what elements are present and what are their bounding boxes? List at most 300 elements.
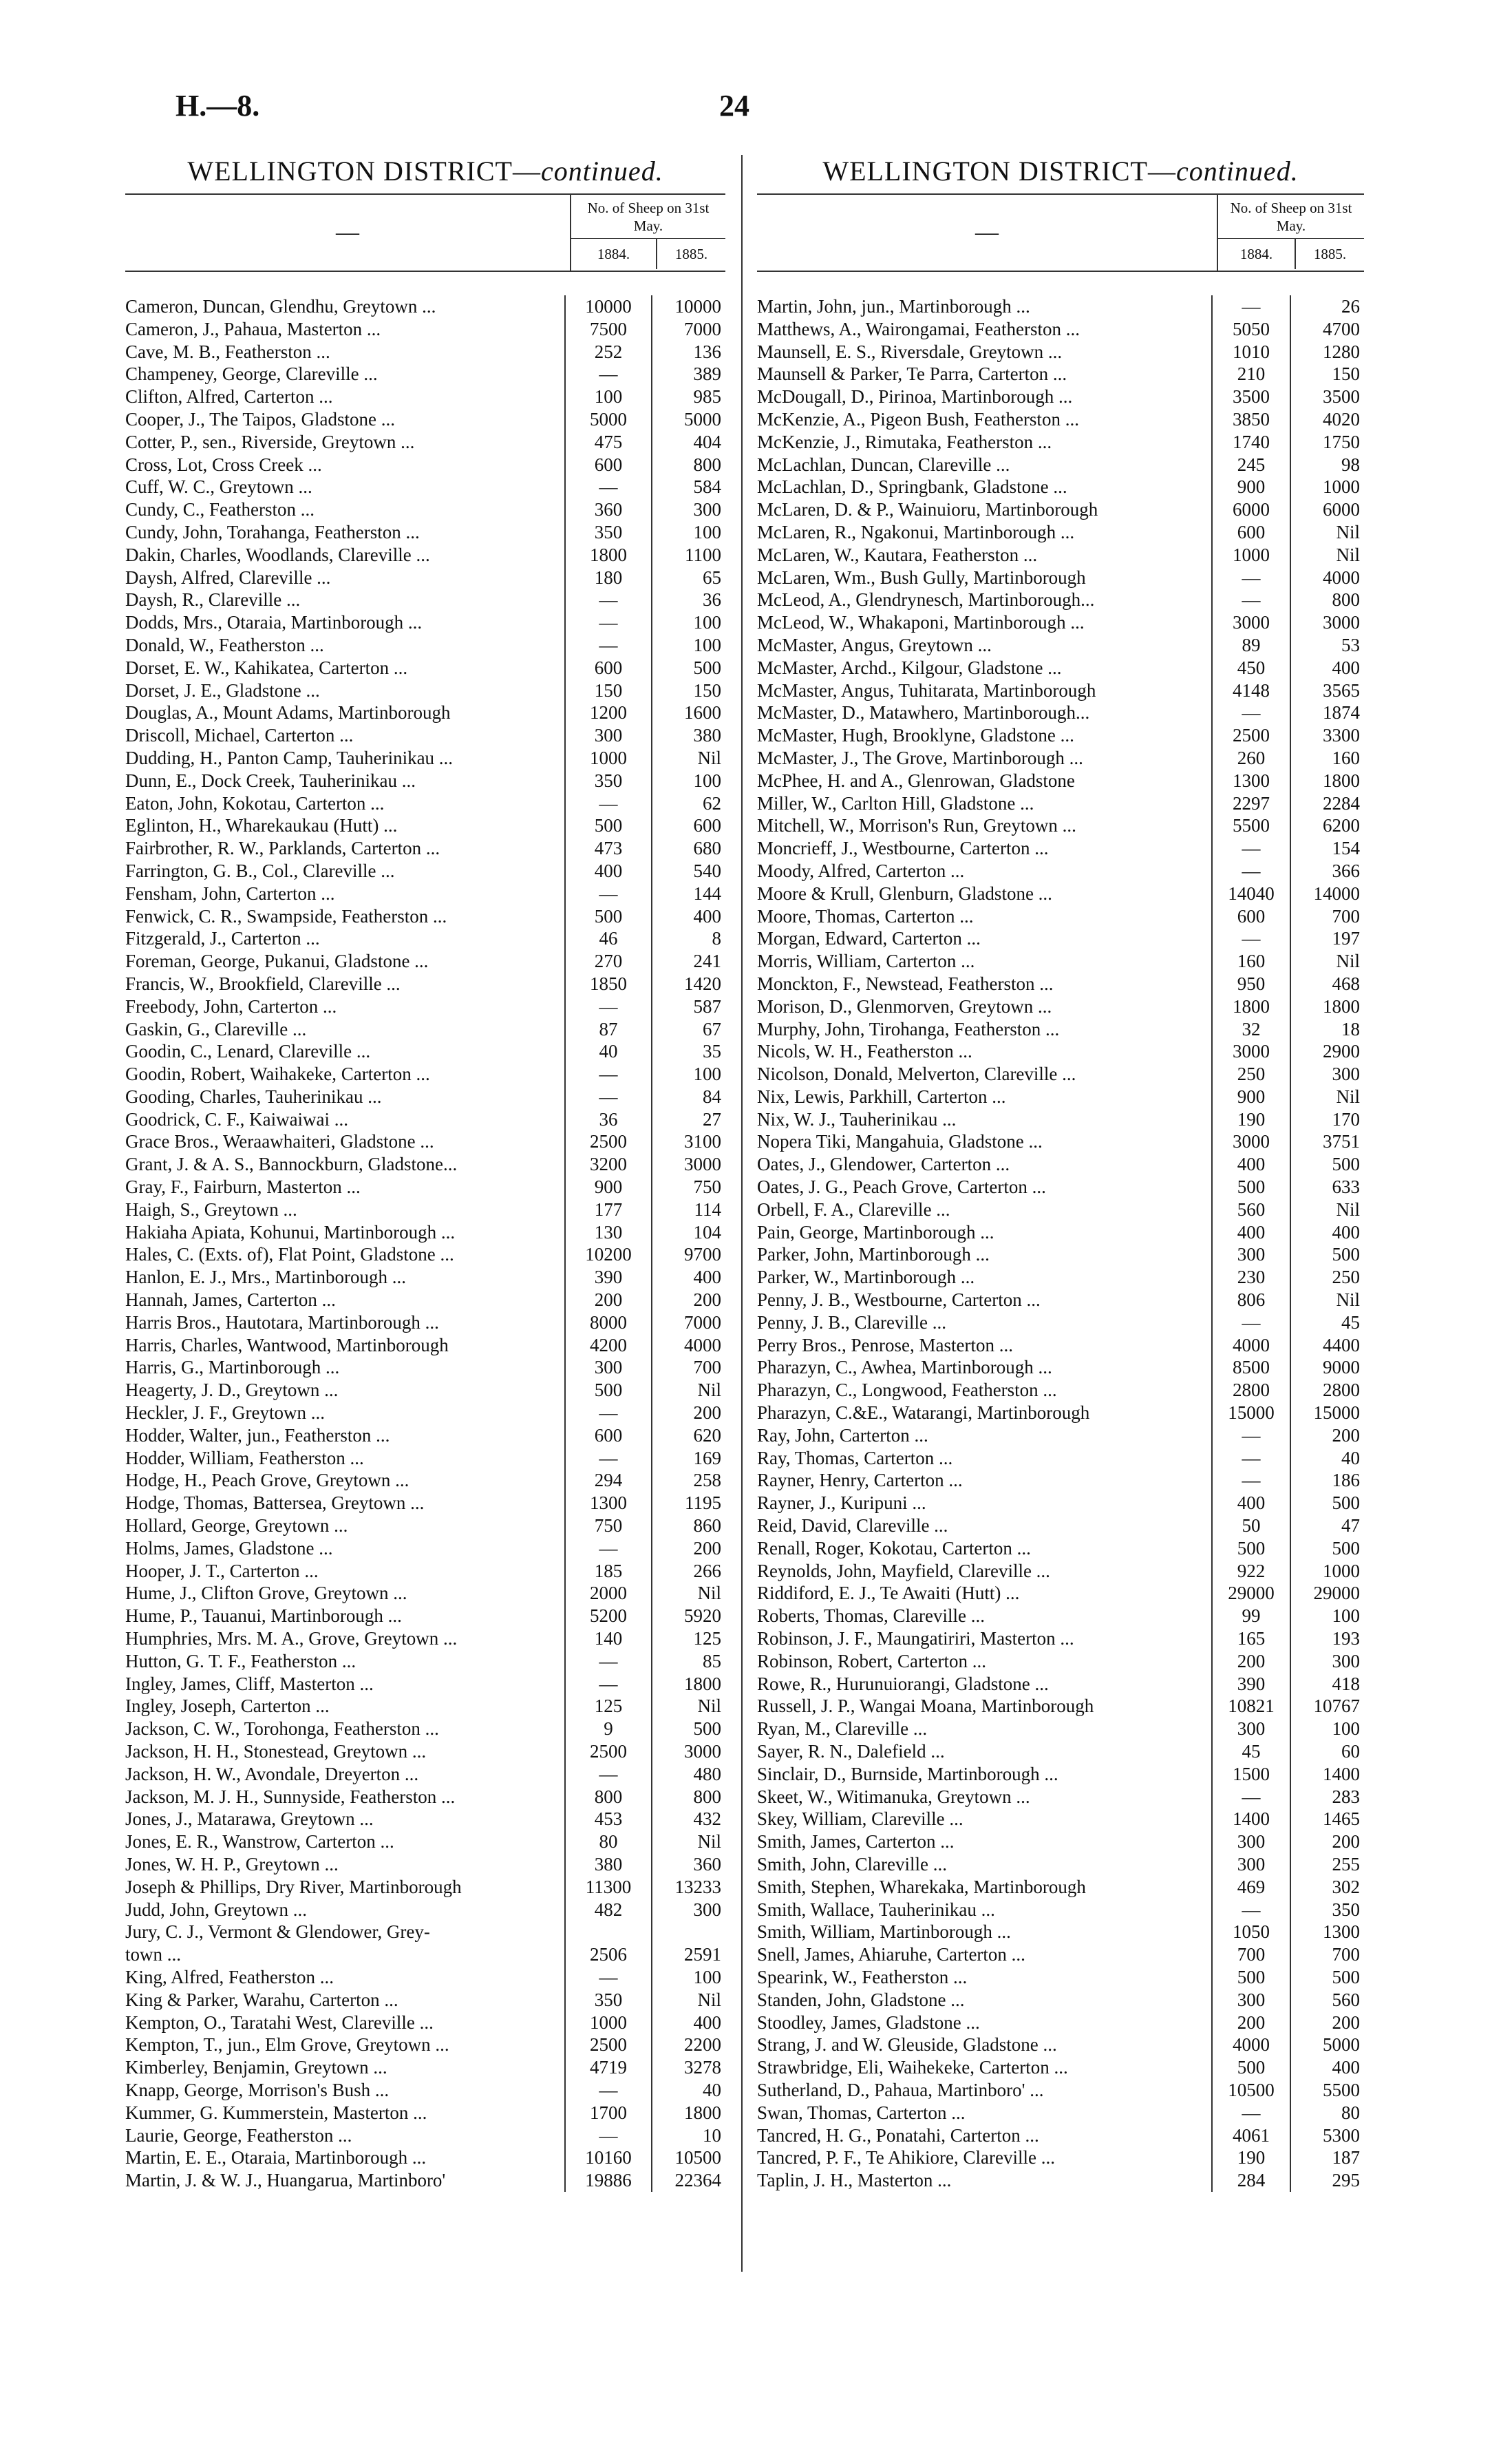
owner-name: Farrington, G. B., Col., Clareville ... [125,860,395,881]
table-row [757,905,1364,928]
sheep-1885: 47 [1290,1514,1364,1537]
sheep-1884: 500 [1211,1966,1290,1989]
sheep-1884: 400 [1211,1153,1290,1176]
table-header [125,195,725,272]
table-row [757,2034,1364,2056]
sheep-1884: 475 [564,431,651,454]
owner-name: Taplin, J. H., Masterton ... [757,2170,952,2191]
table-row [757,611,1364,634]
sheep-1885: 500 [1290,1537,1364,1560]
sheep-1885: 300 [1290,1650,1364,1673]
sheep-1884: 200 [1211,1650,1290,1673]
table-row [125,634,725,657]
sheep-1885: 2591 [651,1943,725,1966]
table-row [125,837,725,860]
owner-name: McMaster, Archd., Kilgour, Gladstone ... [757,657,1062,678]
owner-name: Parker, John, Martinborough ... [757,1244,990,1265]
sheep-1885: 2284 [1290,792,1364,815]
owner-name: Jackson, C. W., Torohonga, Featherston ... [125,1718,439,1740]
sheep-1884: 350 [564,1989,651,2012]
table-row [757,1176,1364,1199]
sheep-1885: 84 [651,1086,725,1108]
table-row [757,2056,1364,2079]
sheep-1885: Nil [1290,521,1364,544]
table-row [125,1040,725,1063]
owner-name: Dodds, Mrs., Otaraia, Martinborough ... [125,612,423,633]
table-row [757,1424,1364,1447]
sheep-1885: 400 [1290,657,1364,679]
owner-name: Hodder, William, Featherston ... [125,1447,364,1468]
table-row [757,1130,1364,1153]
table-row [757,1695,1364,1718]
table-row [125,386,725,408]
sheep-1884: — [1211,927,1290,950]
owner-name: Ray, Thomas, Carterton ... [757,1447,953,1468]
owner-name: Jackson, H. H., Stonestead, Greytown ... [125,1741,427,1762]
owner-name: Parker, W., Martinborough ... [757,1267,975,1288]
table-row [125,1153,725,1176]
owner-name: Cundy, C., Featherston ... [125,499,315,520]
sheep-1884: 230 [1211,1266,1290,1289]
sheep-1884: 1740 [1211,431,1290,454]
owner-name: Pharazyn, C., Longwood, Featherston ... [757,1380,1057,1401]
sheep-1884: 177 [564,1199,651,1221]
sheep-1884: 400 [1211,1492,1290,1514]
sheep-1884: 500 [564,1379,651,1402]
table-row [125,1243,725,1266]
sheep-1884: 482 [564,1899,651,1921]
sheep-1884: — [1211,701,1290,724]
owner-name: Gray, F., Fairburn, Masterton ... [125,1176,361,1198]
sheep-1885: Nil [651,1582,725,1605]
table-row [125,1086,725,1108]
sheep-1884: — [564,1447,651,1470]
owner-name: Jury, C. J., Vermont & Glendower, Grey- [125,1921,430,1943]
owner-name: Nix, Lewis, Parkhill, Carterton ... [757,1086,1006,1107]
sheep-1884: 130 [564,1221,651,1244]
sheep-1884: 4061 [1211,2124,1290,2147]
sheep-1885: 53 [1290,634,1364,657]
table-row [757,1582,1364,1605]
owner-name: Donald, W., Featherston ... [125,634,324,655]
sheep-1885: 400 [651,2012,725,2034]
owner-name: Nicols, W. H., Featherston ... [757,1041,972,1062]
sheep-count-header: No. of Sheep on 31st May. [1218,195,1364,239]
sheep-1885: 1280 [1290,341,1364,363]
sheep-1885: 800 [651,1786,725,1808]
sheep-1884: 7500 [564,318,651,341]
sheep-1885: 187 [1290,2146,1364,2169]
owner-name: Harris, Charles, Wantwood, Martinborough [125,1334,449,1355]
sheep-1884: 950 [1211,973,1290,995]
sheep-1884: 99 [1211,1605,1290,1627]
owner-name: Nicolson, Donald, Melverton, Clareville ... [757,1064,1076,1085]
owner-name: Morgan, Edward, Carterton ... [757,928,981,949]
table-row [757,295,1364,318]
table-row [125,814,725,837]
table-row [125,950,725,973]
table-row [125,792,725,815]
owner-name: Jones, E. R., Wanstrow, Carterton ... [125,1831,394,1852]
owner-name: Tancred, P. F., Te Ahikiore, Clareville ... [757,2147,1055,2168]
owner-name: Harris, G., Martinborough ... [125,1357,340,1378]
sheep-1884: 5050 [1211,318,1290,341]
sheep-1884: 4719 [564,2056,651,2079]
table-row [125,408,725,431]
sheep-1885: 6200 [1290,814,1364,837]
sheep-1885: 150 [651,679,725,702]
owner-name: Strang, J. and W. Gleuside, Gladstone ... [757,2034,1057,2056]
sheep-1884: — [564,589,651,611]
owner-name: Hales, C. (Exts. of), Flat Point, Gladstone ... [125,1244,454,1265]
table-row [125,611,725,634]
sheep-1885 [651,1921,725,1943]
owner-name: Sinclair, D., Burnside, Martinborough ... [757,1763,1058,1784]
owner-name: Smith, John, Clareville ... [757,1853,947,1875]
sheep-1885: 18 [1290,1018,1364,1041]
table-row [757,1289,1364,1311]
owner-name: McLaren, W., Kautara, Featherston ... [757,544,1038,565]
sheep-1885: 600 [651,814,725,837]
sheep-1884: 80 [564,1830,651,1853]
table-row [757,1673,1364,1696]
owner-name: Robinson, Robert, Carterton ... [757,1650,986,1671]
sheep-1885: 35 [651,1040,725,1063]
sheep-1884: 300 [564,1356,651,1379]
sheep-1884: 1000 [1211,544,1290,567]
sheep-1884: 500 [1211,1176,1290,1199]
sheep-1885: 1600 [651,701,725,724]
sheep-1884: 1300 [1211,770,1290,792]
sheep-1884: 5000 [564,408,651,431]
owner-name: Reynolds, John, Mayfield, Clareville ... [757,1560,1050,1581]
year-1884-header: 1884. [1218,239,1296,269]
sheep-1884: 2506 [564,1943,651,1966]
owner-name: Knapp, George, Morrison's Bush ... [125,2079,390,2100]
owner-name: McLaren, D. & P., Wainuioru, Martinborough [757,499,1098,520]
table-row [125,1108,725,1131]
sheep-1884: 473 [564,837,651,860]
owner-name: Cameron, J., Pahaua, Masterton ... [125,318,381,339]
table-row [125,2012,725,2034]
sheep-1885: 620 [651,1424,725,1447]
table-row [757,2124,1364,2147]
table-row [125,2034,725,2056]
sheep-1885: 200 [1290,2012,1364,2034]
sheep-1885: 200 [651,1402,725,1424]
table-row [757,860,1364,883]
sheep-1884: — [564,1763,651,1786]
owner-name: Smith, Wallace, Tauherinikau ... [757,1899,995,1920]
sheep-1885: 200 [651,1289,725,1311]
sheep-1884: 19886 [564,2169,651,2192]
table-row [757,318,1364,341]
sheep-1885: 27 [651,1108,725,1131]
table-row [125,1469,725,1492]
sheep-1885: 29000 [1290,1582,1364,1605]
sheep-1885: 9000 [1290,1356,1364,1379]
table-row [125,1943,725,1966]
sheep-1884: — [1211,1469,1290,1492]
sheep-1884: — [564,1402,651,1424]
sheep-1884: 185 [564,1560,651,1583]
sheep-1884: 10200 [564,1243,651,1266]
sheep-1885: Nil [1290,1199,1364,1221]
sheep-1884: 360 [564,498,651,521]
table-row [125,2079,725,2102]
year-1884-header: 1884. [571,239,657,269]
sheep-1884: 2500 [564,1740,651,1763]
owner-name: Standen, John, Gladstone ... [757,1989,965,2010]
table-body [757,272,1364,2192]
sheep-1884: 10821 [1211,1695,1290,1718]
owner-name: Strawbridge, Eli, Waihekeke, Carterton ... [757,2057,1068,2078]
sheep-1885: 193 [1290,1627,1364,1650]
sheep-1885: 150 [1290,363,1364,386]
table-row [757,1243,1364,1266]
sheep-1884: 3200 [564,1153,651,1176]
sheep-1884: 922 [1211,1560,1290,1583]
sheep-1884: 806 [1211,1289,1290,1311]
table-row [125,1199,725,1221]
page-reference: H.—8. [175,89,260,123]
sheep-1884: 284 [1211,2169,1290,2192]
table-row [757,701,1364,724]
owner-name: Roberts, Thomas, Clareville ... [757,1605,985,1627]
owner-name: Daysh, R., Clareville ... [125,589,301,611]
sheep-1884: 5200 [564,1605,651,1627]
sheep-1885: 300 [1290,1063,1364,1086]
owner-name: Laurie, George, Featherston ... [125,2124,352,2146]
name-column-header: — [757,195,1218,271]
sheep-1885: 3100 [651,1130,725,1153]
owner-name: Martin, J. & W. J., Huangarua, Martinboro' [125,2170,446,2191]
owner-name: Fitzgerald, J., Carterton ... [125,928,320,949]
owner-name: McMaster, Angus, Tuhitarata, Martinborough [757,679,1096,701]
table-row [757,883,1364,905]
owner-name: Swan, Thomas, Carterton ... [757,2102,966,2123]
table-row [125,498,725,521]
sheep-1885: 36 [651,589,725,611]
owner-name: Martin, E. E., Otaraia, Martinborough ... [125,2147,427,2168]
table-row [757,1786,1364,1808]
owner-name: Eglinton, H., Wharekaukau (Hutt) ... [125,815,398,836]
sheep-1884: 700 [1211,1943,1290,1966]
table-row [125,363,725,386]
sheep-1884: 89 [1211,634,1290,657]
sheep-1884: 270 [564,950,651,973]
sheep-1884: 800 [564,1786,651,1808]
sheep-1885: 100 [651,1063,725,1086]
owner-name: Snell, James, Ahiaruhe, Carterton ... [757,1944,1025,1965]
sheep-1885: 400 [1290,1221,1364,1244]
owner-name: Dakin, Charles, Woodlands, Clareville ... [125,544,430,565]
owner-name: Hutton, G. T. F., Featherston ... [125,1650,356,1671]
owner-name: Goodrick, C. F., Kaiwaiwai ... [125,1108,349,1130]
sheep-1884: — [564,995,651,1018]
sheep-1884: 750 [564,1514,651,1537]
owner-name: King & Parker, Warahu, Carterton ... [125,1989,398,2010]
owner-name: Grant, J. & A. S., Bannockburn, Gladstone... [125,1154,458,1175]
table-row [757,995,1364,1018]
owner-name: Rayner, J., Kuripuni ... [757,1492,926,1514]
owner-name: Cave, M. B., Featherston ... [125,341,330,362]
sheep-1885: 800 [1290,589,1364,611]
sheep-1885: Nil [651,747,725,770]
sheep-1884: 1000 [564,747,651,770]
owner-name: Hooper, J. T., Carterton ... [125,1560,319,1581]
table-row [757,1040,1364,1063]
owner-name: Oates, J., Glendower, Carterton ... [757,1154,1010,1175]
sheep-1885: 5000 [1290,2034,1364,2056]
owner-name: Tancred, H. G., Ponatahi, Carterton ... [757,2124,1039,2146]
sheep-1884: 453 [564,1808,651,1830]
owner-name: Ray, John, Carterton ... [757,1424,928,1446]
owner-name: Maunsell & Parker, Te Parra, Carterton ... [757,363,1067,385]
owner-name: Skeet, W., Witimanuka, Greytown ... [757,1786,1030,1807]
sheep-1885: 4000 [651,1334,725,1357]
sheep-1885: 418 [1290,1673,1364,1696]
sheep-1884: 200 [1211,2012,1290,2034]
sheep-1884: 3500 [1211,386,1290,408]
sheep-1885: 4400 [1290,1334,1364,1357]
table-row [125,724,725,747]
owner-name: Sayer, R. N., Dalefield ... [757,1741,945,1762]
sheep-1884: 500 [1211,1537,1290,1560]
sheep-1884: 300 [1211,1853,1290,1876]
owner-name: Kummer, G. Kummerstein, Masterton ... [125,2102,427,2123]
sheep-1884: 4148 [1211,679,1290,702]
sheep-1884: 1400 [1211,1808,1290,1830]
sheep-1884: 390 [1211,1673,1290,1696]
sheep-1885: 295 [1290,2169,1364,2192]
table-row [125,1876,725,1899]
table-row [757,1469,1364,1492]
owner-name: Murphy, John, Tirohanga, Featherston ... [757,1018,1060,1039]
table-row [757,1808,1364,1830]
table-row [757,1063,1364,1086]
sheep-1884: 450 [1211,657,1290,679]
name-column-header: — [125,195,571,271]
sheep-1884: — [1211,1424,1290,1447]
sheep-1885: 1800 [651,2102,725,2124]
sheep-1885: 197 [1290,927,1364,950]
table-row [125,1537,725,1560]
owner-name: Ingley, Joseph, Carterton ... [125,1696,330,1717]
owner-name: Judd, John, Greytown ... [125,1899,307,1920]
owner-name: King, Alfred, Featherston ... [125,1966,334,1987]
sheep-1884: — [564,1086,651,1108]
table-row [757,747,1364,770]
table-row [757,1560,1364,1583]
table-row [125,1492,725,1514]
owner-name: Gooding, Charles, Tauherinikau ... [125,1086,382,1107]
owner-name: Martin, John, jun., Martinborough ... [757,296,1030,317]
left-table-title: WELLINGTON DISTRICT—continued. [187,156,663,187]
owner-name: Sutherland, D., Pahaua, Martinboro' ... [757,2079,1044,2100]
table-row [125,701,725,724]
owner-name: Hanlon, E. J., Mrs., Martinborough ... [125,1267,406,1288]
sheep-1885: Nil [1290,950,1364,973]
owner-name: Reid, David, Clareville ... [757,1515,948,1537]
sheep-1885: 45 [1290,1311,1364,1334]
sheep-1885: 350 [1290,1899,1364,1921]
sheep-1885: 22364 [651,2169,725,2192]
owner-name: Spearink, W., Featherston ... [757,1966,968,1987]
table-row [757,2146,1364,2169]
owner-name: Harris Bros., Hautotara, Martinborough ... [125,1311,439,1333]
owner-name: Ryan, M., Clareville ... [757,1718,928,1740]
owner-name: Fairbrother, R. W., Parklands, Carterton ... [125,838,440,859]
table-row [757,567,1364,589]
sheep-1885: 500 [1290,1492,1364,1514]
sheep-1884: 4000 [1211,2034,1290,2056]
table-row [757,1966,1364,1989]
table-row [125,544,725,567]
table-row [125,1221,725,1244]
owner-name: McMaster, D., Matawhero, Martinborough... [757,702,1090,724]
table-body [125,272,725,2192]
owner-name: Dorset, J. E., Gladstone ... [125,679,320,701]
owner-name: Douglas, A., Mount Adams, Martinborough [125,702,451,724]
sheep-1885: 400 [1290,2056,1364,2079]
sheep-1885: 10000 [651,295,725,318]
sheep-1885: 5000 [651,408,725,431]
sheep-1885: 9700 [651,1243,725,1266]
sheep-1884: 1850 [564,973,651,995]
owner-name: McLaren, R., Ngakonui, Martinborough ... [757,521,1075,542]
owner-name: McLeod, W., Whakaponi, Martinborough ... [757,612,1085,633]
owner-name: Nix, W. J., Tauherinikau ... [757,1108,957,1130]
table-row [125,973,725,995]
owner-name: Mitchell, W., Morrison's Run, Greytown ... [757,815,1076,836]
sheep-1885: 85 [651,1650,725,1673]
sheep-1885: 3000 [651,1153,725,1176]
year-1885-header: 1885. [674,246,708,262]
sheep-1884: 1800 [564,544,651,567]
sheep-1884: 250 [1211,1063,1290,1086]
table-row [757,1018,1364,1041]
sheep-1884: 45 [1211,1740,1290,1763]
sheep-1885: 10767 [1290,1695,1364,1718]
table-row [757,2169,1364,2192]
sheep-1885: 100 [651,634,725,657]
table-row [757,837,1364,860]
sheep-1884: — [1211,837,1290,860]
sheep-1884: 190 [1211,2146,1290,2169]
table-row [757,1830,1364,1853]
sheep-1884: — [564,883,651,905]
sheep-1885: 800 [651,454,725,476]
owner-name: Cameron, Duncan, Glendhu, Greytown ... [125,296,436,317]
sheep-1885: 700 [1290,1943,1364,1966]
sheep-1884: 1050 [1211,1921,1290,1943]
sheep-1884: 600 [564,454,651,476]
sheep-1884: 5500 [1211,814,1290,837]
table-row [757,454,1364,476]
sheep-1885: 3500 [1290,386,1364,408]
owner-name: Perry Bros., Penrose, Masterton ... [757,1334,1013,1355]
table-row [757,1650,1364,1673]
sheep-1885: 7000 [651,318,725,341]
sheep-1885: 26 [1290,295,1364,318]
sheep-1884: 3000 [1211,1040,1290,1063]
table-row [757,476,1364,498]
sheep-1885: 750 [651,1176,725,1199]
sheep-1884: 2500 [564,2034,651,2056]
sheep-1885: Nil [651,1695,725,1718]
table-row [125,927,725,950]
